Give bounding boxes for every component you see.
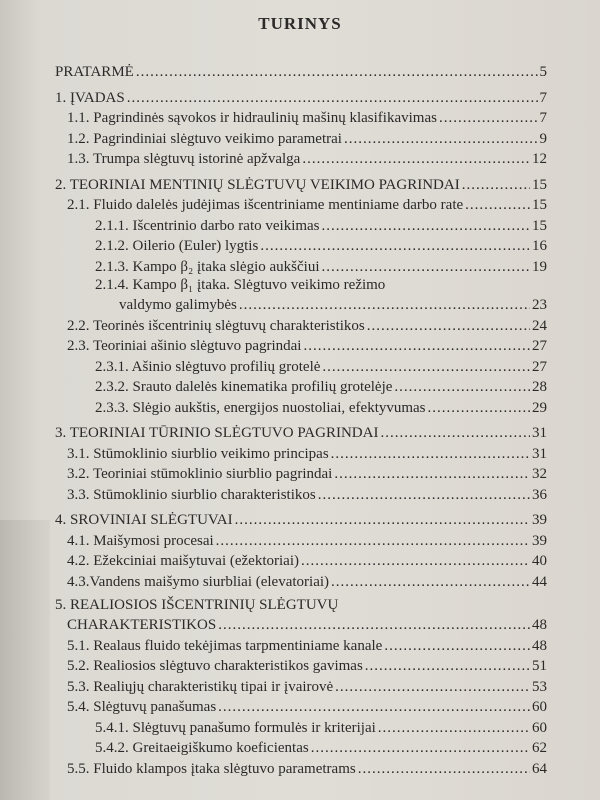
toc-entry [55, 316, 547, 337]
dot-leader [136, 62, 538, 83]
toc-entry-page: 60 [532, 699, 547, 715]
toc-entry-title: 2.3.1. Ašinio slėgtuvo profilių grotelė [95, 358, 321, 375]
toc-entry-page: 31 [532, 425, 547, 441]
toc-entry-page: 32 [532, 466, 547, 482]
toc-entry-title: 5.4. Slėgtuvų panašumas [67, 699, 217, 715]
toc-entry [55, 398, 547, 419]
toc-entry-title: 5. REALIOSIOS IŠCENTRINIŲ SLĖGTUVŲ [55, 596, 339, 613]
toc-entry [55, 195, 547, 216]
page-shadow [0, 520, 50, 800]
dot-leader [239, 295, 530, 316]
toc-entry-page: 48 [532, 637, 547, 654]
dot-leader [380, 423, 530, 444]
toc-entry [55, 149, 547, 170]
toc-entry-page: 9 [539, 130, 547, 147]
table-of-contents [55, 62, 547, 779]
toc-entry-page: 51 [532, 658, 547, 674]
toc-entry-page: 15 [532, 176, 547, 193]
dot-leader [365, 656, 530, 677]
dot-leader [465, 195, 530, 216]
toc-entry-page: 27 [532, 358, 547, 375]
toc-entry-page: 15 [532, 197, 547, 213]
toc-entry [55, 444, 547, 465]
toc-entry-page: 23 [532, 297, 547, 313]
toc-entry-title: 5.4.2. Greitaeigiškumo koeficientas [95, 740, 309, 756]
toc-entry-page: 15 [532, 217, 547, 234]
toc-entry-page: 31 [532, 445, 547, 462]
toc-entry-page: 7 [539, 110, 547, 126]
toc-entry-page: 28 [532, 379, 547, 395]
toc-entry [55, 295, 547, 316]
toc-entry-title: 2.1.1. Išcentrinio darbo rato veikimas [95, 217, 320, 234]
dot-leader [378, 718, 530, 739]
toc-entry [55, 677, 547, 698]
toc-entry-page: 36 [532, 486, 547, 503]
dot-leader [216, 531, 530, 552]
toc-entry-title: 3.1. Stūmoklinio siurblio veikimo principas [67, 445, 329, 462]
toc-entry [55, 216, 547, 237]
toc-entry [55, 62, 547, 83]
dot-leader [218, 697, 530, 718]
toc-entry-title: 4.1. Maišymosi procesai [67, 532, 214, 549]
dot-leader [322, 216, 530, 237]
toc-entry-page: 64 [532, 760, 547, 777]
toc-entry [55, 551, 547, 572]
toc-entry-title: 5.5. Fluido klampos įtaka slėgtuvo parametrams [67, 760, 356, 777]
toc-entry-title: 4. SROVINIAI SLĖGTUVAI [55, 512, 233, 528]
toc-entry-title: 5.4.1. Slėgtuvų panašumo formulės ir kriterijai [95, 719, 376, 736]
toc-entry-title: 1.2. Pagrindiniai slėgtuvo veikimo parametrai [67, 130, 342, 147]
dot-leader [311, 738, 530, 759]
toc-entry-page: 44 [532, 573, 547, 590]
dot-leader [218, 615, 530, 636]
toc-entry-title: 4.3.Vandens maišymo siurbliai (elevatoriai) [67, 573, 330, 590]
toc-entry-title: 2.1.4. Kampo β₁ įtaka. Slėgtuvo veikimo režimo [95, 276, 386, 293]
toc-entry-title: 5.3. Realiųjų charakteristikų tipai ir įvairovė [67, 678, 334, 695]
toc-entry [55, 423, 547, 444]
toc-entry-title: 2.2. Teorinės išcentrinių slėgtuvų charakteristikos [67, 317, 365, 334]
dot-leader [127, 88, 538, 109]
toc-entry [55, 656, 547, 677]
toc-entry [55, 572, 547, 593]
dot-leader [260, 236, 530, 257]
toc-entry [55, 129, 547, 150]
dot-leader [439, 108, 538, 129]
toc-entry-page: 40 [532, 553, 547, 569]
toc-entry-title: 1.1. Pagrindinės sąvokos ir hidraulinių mašinų klasifikavimas [67, 110, 437, 126]
dot-leader [301, 551, 530, 572]
dot-leader [428, 398, 530, 419]
dot-leader [331, 444, 530, 465]
toc-entry-title: CHARAKTERISTIKOS [67, 617, 217, 633]
toc-entry [55, 277, 547, 295]
dot-leader [318, 485, 530, 506]
toc-entry-title: 2.3. Teoriniai ašinio slėgtuvo pagrindai [67, 338, 302, 354]
toc-entry-title: 5.2. Realiosios slėgtuvo charakteristikos gavimas [67, 658, 363, 674]
dot-leader [344, 129, 538, 150]
toc-entry-title: 2.3.3. Slėgio aukštis, energijos nuostoliai, efektyvumas [95, 399, 426, 416]
toc-entry-title: 2. TEORINIAI MENTINIŲ SLĖGTUVŲ VEIKIMO PAGRINDAI [55, 176, 460, 193]
dot-leader [302, 149, 530, 170]
toc-entry [55, 759, 547, 780]
dot-leader [334, 464, 530, 485]
toc-entry [55, 615, 547, 636]
dot-leader [384, 636, 530, 657]
dot-leader [303, 336, 530, 357]
toc-entry-page: 39 [532, 512, 547, 528]
toc-entry [55, 88, 547, 109]
toc-entry-title: 2.1.3. Kampo β₂ įtaka slėgio aukščiui [95, 258, 320, 275]
toc-entry-page: 39 [532, 532, 547, 549]
toc-entry [55, 510, 547, 531]
toc-entry [55, 336, 547, 357]
page-title: TURINYS [258, 14, 342, 33]
toc-entry [55, 108, 547, 129]
toc-entry [55, 236, 547, 257]
toc-entry [55, 357, 547, 378]
toc-entry-title: 4.2. Ežekciniai maišytuvai (ežektoriai) [67, 553, 299, 569]
toc-entry [55, 597, 547, 615]
toc-entry-page: 62 [532, 740, 547, 756]
toc-entry-title: 3.3. Stūmoklinio siurblio charakteristikos [67, 486, 316, 503]
toc-entry [55, 175, 547, 196]
toc-entry [55, 738, 547, 759]
toc-entry [55, 636, 547, 657]
toc-entry-page: 53 [532, 678, 547, 695]
toc-entry-title: 3. TEORINIAI TŪRINIO SLĖGTUVO PAGRINDAI [55, 425, 379, 441]
dot-leader [462, 175, 530, 196]
toc-entry-title: 1.3. Trumpa slėgtuvų istorinė apžvalga [67, 151, 301, 167]
dot-leader [335, 677, 530, 698]
dot-leader [394, 377, 530, 398]
dot-leader [322, 357, 530, 378]
toc-entry-page: 29 [532, 399, 547, 416]
toc-entry-page: 12 [532, 151, 547, 167]
toc-entry-page: 16 [532, 238, 547, 254]
toc-entry-page: 27 [532, 338, 547, 354]
toc-entry-page: 5 [539, 64, 547, 80]
dot-leader [235, 510, 530, 531]
toc-entry-title: 1. ĮVADAS [55, 89, 125, 106]
toc-entry [55, 697, 547, 718]
toc-entry-page: 48 [532, 617, 547, 633]
toc-entry-page: 7 [539, 89, 547, 106]
toc-entry-title: 3.2. Teoriniai stūmoklinio siurblio pagrindai [67, 466, 333, 482]
toc-entry-title: 2.3.2. Srauto dalelės kinematika profilių grotelėje [95, 379, 393, 395]
dot-leader [358, 759, 530, 780]
toc-entry [55, 485, 547, 506]
toc-entry-title: valdymo galimybės [119, 297, 237, 313]
toc-entry-page: 60 [532, 719, 547, 736]
toc-entry-page: 24 [532, 317, 547, 334]
toc-entry-title: PRATARMĖ [55, 64, 134, 80]
toc-entry [55, 718, 547, 739]
toc-entry-title: 2.1. Fluido dalelės judėjimas išcentriniame mentiniame darbo rate [67, 197, 464, 213]
dot-leader [367, 316, 530, 337]
toc-entry [55, 531, 547, 552]
toc-entry [55, 464, 547, 485]
toc-entry [55, 377, 547, 398]
toc-entry-title: 2.1.2. Oilerio (Euler) lygtis [95, 238, 259, 254]
toc-entry-title: 5.1. Realaus fluido tekėjimas tarpmentiniame kanale [67, 637, 383, 654]
toc-entry-page: 19 [532, 258, 547, 275]
dot-leader [331, 572, 530, 593]
